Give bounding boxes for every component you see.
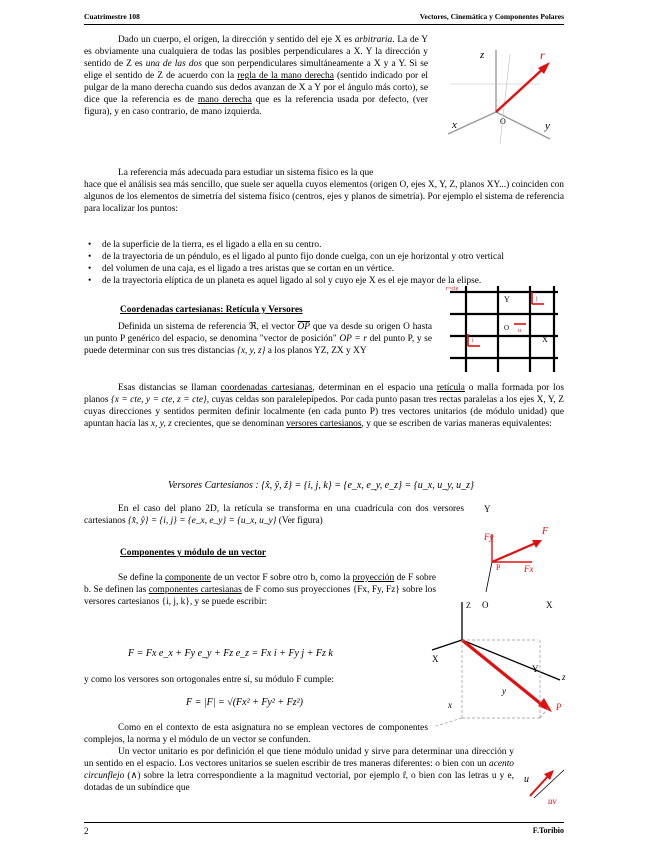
fig3-fy-label: Fy: [484, 532, 494, 542]
fig1-origin-label: O: [500, 117, 506, 126]
figure-3d-components: [428, 600, 568, 730]
paragraph-symmetry: hace que el análisis sea más sencillo, que suele ser aquella cuyos elementos (origen O, ejes X, Y, Z, planos XY...) coinciden con algunos de los elementos de simetría del sistema físico (centros, ejes y planos de simetría). Por ejemplo el sistema de referencia para localizar los puntos:: [84, 180, 564, 215]
fig2-o-label: O: [504, 324, 510, 332]
fig2-y-label: Y: [504, 295, 510, 304]
fig4-z-label: Z: [466, 601, 471, 610]
list-item: • de la trayectoria de un péndulo, es el ligado al punto fijo donde cuelga, con un eje horizontal y otro vertical: [84, 251, 564, 263]
examples-list: [84, 239, 564, 287]
formula-components: F = Fx e_x + Fy e_y + Fz e_z = Fx i + Fy j + Fz k: [128, 648, 333, 659]
fig4-yl-label: y: [502, 686, 506, 696]
fig2-i-label: i: [472, 338, 474, 344]
fig3-y-label: Y: [484, 504, 491, 514]
fig4-p-label: P: [556, 702, 562, 712]
paragraph-grid: Esas distancias se llaman coordenadas cartesianas, determinan en el espacio una retícula o malla formada por los planos {x = cte, y = cte, z = cte}, cuyas celdas son paralelepípedos. Por cada punto pasan tres rectas paralelas a los ejes X, Y, Z cuyas direcciones y sentidos permiten definir localmente (en cada punto P) tres vectores unitarios (de módulo unidad) que apuntan hacia las x, y, z crecientes, que se denominan versores cartesianos, y que se escriben de varias maneras equivalentes:: [84, 383, 564, 430]
list-item: • del volumen de una caja, es el ligado a tres aristas que se cortan en un vértice.: [84, 263, 564, 275]
fig1-r-label: r: [540, 48, 545, 62]
page-footer: [84, 822, 564, 837]
paragraph-reference: La referencia más adecuada para estudiar un sistema físico es la que: [118, 168, 374, 178]
formula-versors: Versores Cartesianos : {x̂, ŷ, ẑ} = {i, j, k} = {e_x, e_y, e_z} = {u_x, u_y, u_z}: [168, 480, 474, 491]
section-title-components: Componentes y módulo de un vector: [120, 548, 267, 558]
paragraph-complex: Como en el contexto de esta asignatura no se emplean vectores de componentes complejos, la norma y el módulo de un vector se confunden.: [84, 723, 428, 746]
list-item: • de la trayectoria elíptica de un planeta es aquel ligado al sol y cuyo eje X es el eje mayor de la elipse.: [84, 275, 564, 287]
fig5-uv-label: uv: [548, 796, 557, 806]
fig5-u-label: u: [524, 774, 529, 785]
fig1-x-label: x: [452, 119, 457, 131]
figure-right-hand-axes: [440, 44, 570, 154]
figure-unit-vector: [520, 758, 570, 808]
page-header: [84, 10, 564, 25]
footer-author: F.Toribio: [532, 826, 564, 835]
page-number: 2: [84, 826, 89, 836]
fig4-zl-label: z: [562, 672, 566, 682]
fig3-fx-label: Fx: [524, 564, 534, 574]
formula-modulus: F = |F| = √(Fx² + Fy² + Fz²): [186, 697, 303, 708]
fig2-u-label: u: [518, 328, 521, 334]
paragraph-modulus: y como los versores son ortogonales entre sí, su módulo F cumple:: [84, 675, 334, 685]
fig1-z-label: z: [480, 49, 485, 61]
fig2-j-label: j: [536, 296, 538, 302]
fig4-y-label: Y: [532, 664, 539, 674]
fig4-xl-label: x: [448, 700, 452, 710]
fig3-p-label: P: [496, 563, 501, 572]
header-course: Cuatrimestre 108: [84, 12, 140, 21]
fig4-x-label: X: [432, 654, 439, 664]
fig3-x-label: X: [546, 600, 553, 610]
fig2-x-label: X: [542, 335, 548, 344]
paragraph-unit-vector: Un vector unitario es por definición el que tiene módulo unidad y sirve para determinar una dirección y un sentido en el espacio. Los vectores unitarios se suelen escribir de tres maneras diferentes: o bien con un acento circunflejo (∧) sobre la letra correspondiente a la magnitud vectorial, por ejemplo r̂, o bien con las letras u y e, dotadas de un subíndice que: [84, 747, 514, 794]
figure-cartesian-grid: [444, 284, 564, 374]
list-item: • de la superficie de la tierra, es el ligado a ella en su centro.: [84, 239, 564, 251]
paragraph-components: Se define la componente de un vector F sobre otro b, como la proyección de F sobre b. Se definen las componentes cartesianas de F como sus proyecciones {Fx, Fy, Fz} sobre los versores cartesianos {i, j, k}, y se puede escribir:: [84, 573, 436, 608]
paragraph-2d: En el caso del plano 2D, la retícula se transforma en una cuadrícula con dos versores cartesianos {x̂, ŷ} = {i, j} = {e_x, e_y} = {u_x, u_y} (Ver figura): [84, 504, 464, 527]
fig3-o-label: O: [482, 600, 489, 610]
section-title-cartesian: Coordenadas cartesianas: Retícula y Versores: [120, 305, 303, 315]
fig2-rcte-label: r=cte: [446, 286, 459, 292]
fig1-y-label: y: [545, 120, 550, 132]
figure-2d-components: [478, 504, 568, 610]
paragraph-axes: Dado un cuerpo, el origen, la dirección y sentido del eje X es arbitraria. La de Y es obviamente una cualquiera de todas las posibles perpendiculares a X. Y la dirección y sentido de Z es una de las dos que son perpendiculares simultáneamente a X y a Y. Si se elige el sentido de Z de acuerdo con la regla de la mano derecha (sentido indicado por el pulgar de la mano derecha cuando sus dedos avanzan de X a Y por el ángulo más corto), se dice que la referencia es de mano derecha que es la referencia usada por defecto, (ver figura), y en caso contrario, de mano izquierda.: [84, 35, 429, 118]
paragraph-position-vector: Definida un sistema de referencia ℜ, el vector $\overline{OP}$ que va desde su origen O hasta un punto P genérico del espacio, se denomina "vector de posición" OP = r del punto P, y se puede determinar con sus tres distancias {x, y, z} a los planos YZ, ZX y XY: [84, 322, 432, 357]
header-topic: Vectores, Cinemática y Componentes Polares: [419, 12, 564, 21]
fig3-f-label: F: [542, 526, 549, 537]
